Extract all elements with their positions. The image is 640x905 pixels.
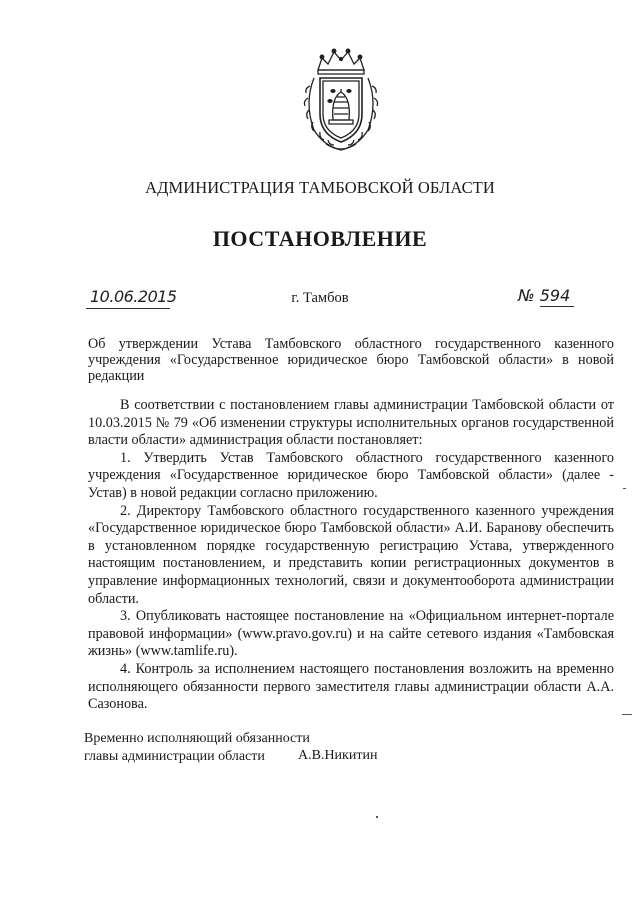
- document-date: 10.06.2015: [90, 287, 177, 306]
- signatory-name: А.В.Никитин: [298, 747, 378, 763]
- clause-1-paragraph: 1. Утвердить Устав Тамбовского областного государственного казенного учреждения «Государственное юридическое бюро Тамбовской области» (далее - Устав) в новой редакции согласно приложению.: [88, 449, 614, 501]
- scan-speck: [622, 714, 632, 715]
- clause-3-paragraph: 3. Опубликовать настоящее постановление на «Официальном интернет-портале правовой информации» (www.pravo.gov.ru) и на сайте сетевого издания «Тамбовская жизнь» (www.tamlife.ru).: [88, 608, 614, 660]
- agency-name: АДМИНИСТРАЦИЯ ТАМБОВСКОЙ ОБЛАСТИ: [145, 178, 495, 197]
- document-body: [88, 397, 614, 714]
- scan-speck: [376, 816, 378, 818]
- number-underline: [540, 306, 574, 307]
- signatory-title-line-2: главы администрации области: [84, 748, 265, 764]
- preamble-paragraph: В соответствии с постановлением главы администрации Тамбовской области от 10.03.2015 № 79 «Об изменении структуры исполнительных органов государственной власти области» администрация области постановляет:: [88, 397, 614, 449]
- document-city: г. Тамбов: [291, 290, 349, 306]
- clause-2-paragraph: 2. Директору Тамбовского областного государственного казенного учреждения «Государственное юридическое бюро Тамбовской области» А.И. Баранову обеспечить в установленном порядке государственную регистрацию Устава, утвержденного настоящим постановлением, и представить копии регистрационных документов в управление информационных технологий, связи и документооборота администрации области.: [88, 502, 614, 607]
- document-type: ПОСТАНОВЛЕНИЕ: [212, 226, 428, 251]
- tambov-coat-of-arms-icon: [300, 48, 382, 154]
- clause-4-paragraph: 4. Контроль за исполнением настоящего постановления возложить на временно исполняющего обязанности первого заместителя главы администрации области А.А. Сазонова.: [88, 660, 614, 713]
- signatory-title-line-1: Временно исполняющий обязанности: [84, 731, 310, 746]
- document-number: № 594: [518, 286, 571, 305]
- scan-speck: [623, 488, 626, 489]
- document-subject: Об утверждении Устава Тамбовского областного государственного казенного учреждения «Государственное юридическое бюро Тамбовской области» в новой редакции: [88, 336, 614, 384]
- date-underline: [86, 308, 170, 309]
- signatory-title: [84, 730, 310, 765]
